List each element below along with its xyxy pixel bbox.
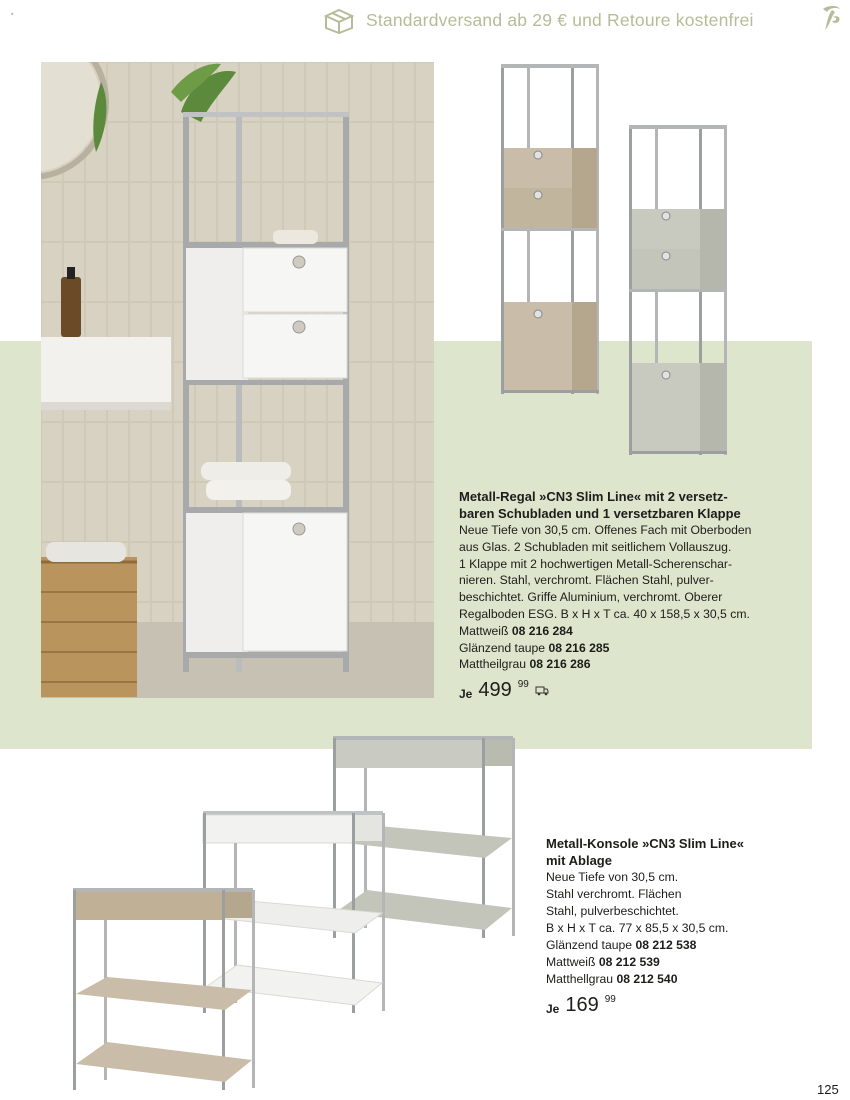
variant-number: 08 212 539 (598, 955, 660, 969)
product1-desc-line: Regalboden ESG. B x H x T ca. 40 x 158,5 x 30,5 cm. (459, 606, 750, 621)
header-bar (0, 0, 850, 44)
price-main: 499 (478, 679, 512, 702)
product1-variant (459, 640, 799, 657)
product1-desc-line: aus Glas. 2 Schubladen mit seitlichem Vollauszug. (459, 539, 732, 554)
product1-variant (459, 623, 799, 640)
price-prefix: Je (459, 687, 473, 702)
variant-number: 08 216 285 (548, 640, 610, 655)
variant-number: 08 212 538 (635, 938, 697, 952)
product2-variant (546, 954, 826, 971)
product1-description-block (459, 488, 799, 703)
product1-title-line1: Metall-Regal »CN3 Slim Line« mit 2 versetz- (459, 489, 728, 504)
product2-desc-line: Neue Tiefe von 30,5 cm. (546, 870, 679, 884)
product1-desc-line: nieren. Stahl, verchromt. Flächen Stahl, pulver- (459, 573, 714, 588)
product2-price (546, 994, 826, 1018)
price-cents: 99 (604, 994, 616, 1005)
product2-variant (546, 971, 826, 988)
parcel-icon (322, 6, 356, 34)
shipping-text: Standardversand ab 29 € und Retoure kostenfrei (366, 9, 754, 30)
product2-desc-line: Stahl verchromt. Flächen (546, 887, 682, 901)
variant-name: Mattweiß (459, 623, 509, 638)
variant-number: 08 216 284 (511, 623, 573, 638)
product-image-console-taupe (70, 882, 260, 1092)
product1-price (459, 679, 799, 703)
variant-name: Glänzend taupe (459, 640, 546, 655)
product2-title-line2: mit Ablage (546, 853, 612, 868)
product2-title-line1: Metall-Konsole »CN3 Slim Line« (546, 836, 744, 851)
variant-name: Mattheilgrau (459, 657, 527, 672)
product1-variant (459, 656, 799, 673)
product2-variant (546, 937, 826, 954)
variant-number: 08 216 286 (529, 657, 591, 672)
product2-desc-line: B x H x T ca. 77 x 85,5 x 30,5 cm. (546, 921, 729, 935)
brand-logo-icon (818, 3, 844, 33)
delivery-truck-icon (535, 685, 549, 696)
price-prefix: Je (546, 1002, 560, 1016)
product1-desc-line: Neue Tiefe von 30,5 cm. Offenes Fach mit Oberboden (459, 523, 752, 537)
variant-name: Mattweiß (546, 955, 596, 969)
variant-name: Glänzend taupe (546, 938, 633, 952)
product2-description-block (546, 835, 826, 1018)
corner-mark-icon: ▪ (11, 11, 14, 18)
page-number: 125 (817, 1082, 839, 1097)
price-cents: 99 (517, 679, 529, 691)
product1-desc-line: 1 Klappe mit 2 hochwertigen Metall-Scherenschar- (459, 556, 732, 571)
product1-title-line2: baren Schubladen und 1 versetzbaren Klappe (459, 506, 741, 521)
product-image-shelf-taupe (497, 62, 607, 402)
product1-desc-line: beschichtet. Griffe Aluminium, verchromt. Oberer (459, 590, 723, 605)
price-main: 169 (565, 994, 599, 1016)
variant-name: Matthellgrau (546, 972, 614, 986)
product2-desc-line: Stahl, pulverbeschichtet. (546, 904, 679, 918)
lifestyle-photo (41, 62, 434, 698)
variant-number: 08 212 540 (616, 972, 678, 986)
product-image-shelf-grey (625, 123, 735, 463)
shipping-notice (322, 6, 754, 34)
